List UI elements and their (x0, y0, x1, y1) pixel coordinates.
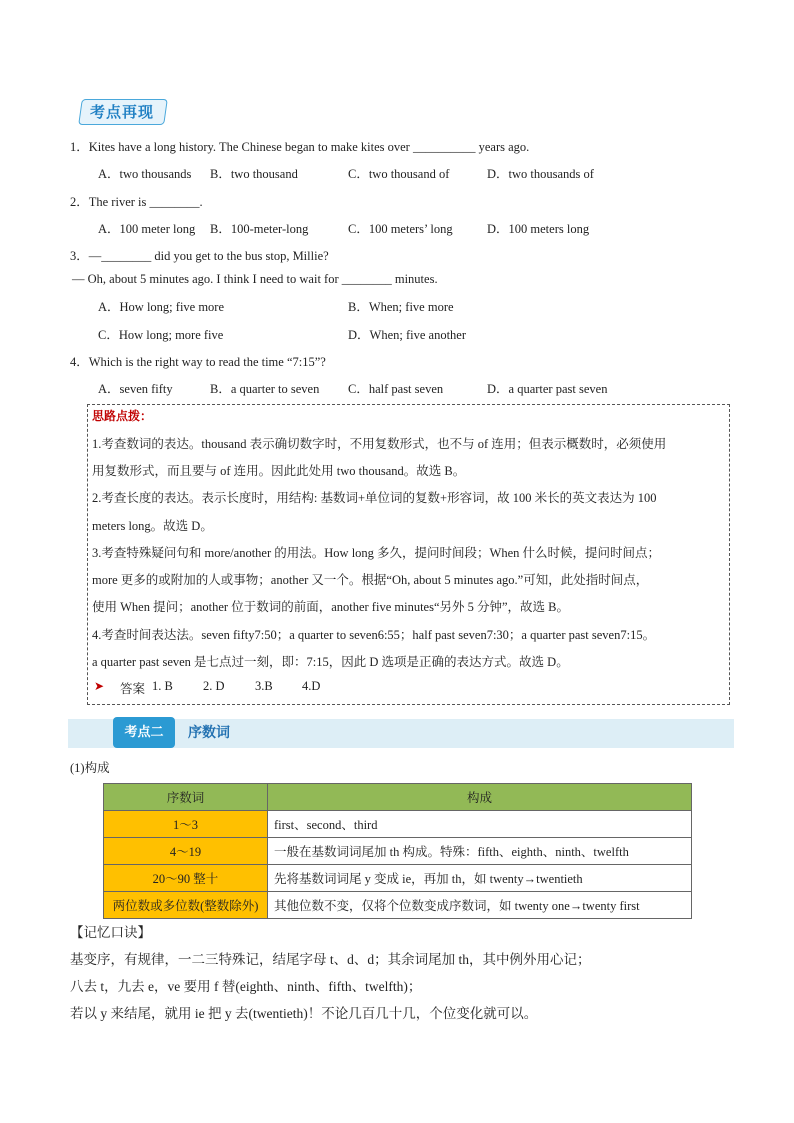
answer-2: 2. D (203, 679, 225, 693)
q1-option-c: C．two thousand of (348, 167, 450, 181)
table-cell: 20～90 整十 (104, 865, 268, 892)
table-row (104, 865, 692, 892)
q1-option-b: B．two thousand (210, 167, 298, 181)
table-cell: 一般在基数词词尾加 th 构成。特殊：fifth、eighth、ninth、twelfth (268, 838, 692, 865)
q2-option-a: A．100 meter long (98, 222, 196, 236)
answer-label: 答案 (120, 682, 146, 696)
question-4-stem: 4．Which is the right way to read the time “7:15”? (70, 355, 326, 369)
hint-line: meters long。故选 D。 (92, 519, 213, 533)
memory-line: 基变序，有规律，一二三特殊记，结尾字母 t、d、d；其余词尾加 th，其中例外用心记； (70, 952, 591, 967)
q3-option-d: D．When; five another (348, 328, 467, 342)
hint-line: 4.考查时间表达法。seven fifty7:50；a quarter to seven6:55；half past seven7:30；a quarter past seven7:15。 (92, 628, 656, 642)
hint-line: 使用 When 提问；another 位于数词的前面，another five minutes“另外 5 分钟”，故选 B。 (92, 600, 570, 614)
table-cell: 两位数或多位数(整数除外) (104, 892, 268, 919)
hint-line: 1.考查数词的表达。thousand 表示确切数字时，不用复数形式，也不与 of 连用；但表示概数时，必须使用 (92, 437, 667, 451)
question-3-stem-2: — Oh, about 5 minutes ago. I think I need to wait for ________ minutes. (72, 272, 438, 286)
q2-option-d: D．100 meters long (487, 222, 590, 236)
hint-line: a quarter past seven 是七点过一刻，即：7:15，因此 D 选项是正确的表达方式。故选 D。 (92, 655, 569, 669)
q3-option-b: B．When; five more (348, 300, 454, 314)
memory-title: 【记忆口诀】 (70, 925, 151, 940)
hint-title: 思路点拨： (92, 409, 153, 423)
question-2-stem: 2．The river is ________. (70, 195, 203, 209)
q4-option-c: C．half past seven (348, 382, 444, 396)
memory-line: 八去 t，九去 e，ve 要用 f 替(eighth、ninth、fifth、twelfth)； (70, 979, 422, 994)
answer-4: 4.D (302, 679, 321, 693)
table-cell: 4～19 (104, 838, 268, 865)
section-title: 序数词 (188, 725, 230, 741)
subheading: (1)构成 (70, 761, 110, 775)
section-tag-label: 考点再现 (90, 103, 155, 121)
question-1-stem: 1．Kites have a long history. The Chinese began to make kites over __________ years ago. (70, 140, 530, 154)
table-header: 构成 (268, 784, 692, 811)
table-row (104, 838, 692, 865)
answer-3: 3.B (255, 679, 273, 693)
table-cell: 先将基数词词尾 y 变成 ie，再加 th，如 twenty→twentieth (268, 865, 692, 892)
table-cell: first、second、third (268, 811, 692, 838)
table-row (104, 811, 692, 838)
hint-line: 用复数形式，而且要与 of 连用。因此此处用 two thousand。故选 B。 (92, 464, 466, 478)
table-cell: 1～3 (104, 811, 268, 838)
memory-line: 若以 y 来结尾，就用 ie 把 y 去(twentieth)！不论几百几十几，个位变化就可以。 (70, 1006, 538, 1021)
ordinal-table (103, 783, 692, 919)
section-tag (80, 97, 166, 125)
q1-option-a: A．two thousands (98, 167, 192, 181)
hint-line: 3.考查特殊疑问句和 more/another 的用法。How long 多久，提问时间段；When 什么时候，提问时间点； (92, 546, 661, 560)
question-3-stem: 3．—________ did you get to the bus stop, Millie? (70, 249, 329, 263)
q4-option-a: A．seven fifty (98, 382, 173, 396)
q2-option-c: C．100 meters’ long (348, 222, 453, 236)
table-header-row (104, 784, 692, 811)
q1-option-d: D．two thousands of (487, 167, 594, 181)
arrow-icon: ➤ (94, 679, 105, 693)
hint-line: 2.考查长度的表达。表示长度时，用结构: 基数词+单位词的复数+形容词，故 100 米长的英文表达为 100 (92, 491, 657, 505)
q4-option-d: D．a quarter past seven (487, 382, 608, 396)
table-row (104, 892, 692, 919)
hint-line: more 更多的或附加的人或事物；another 又一个。根据“Oh, about 5 minutes ago.”可知，此处指时间点， (92, 573, 649, 587)
q3-option-c: C．How long; more five (98, 328, 224, 342)
q4-option-b: B．a quarter to seven (210, 382, 320, 396)
section-badge: 考点二 (113, 717, 175, 748)
table-header: 序数词 (104, 784, 268, 811)
answer-1: 1. B (152, 679, 173, 693)
q2-option-b: B．100-meter-long (210, 222, 309, 236)
q3-option-a: A．How long; five more (98, 300, 225, 314)
table-cell: 其他位数不变，仅将个位数变成序数词，如 twenty one→twenty first (268, 892, 692, 919)
